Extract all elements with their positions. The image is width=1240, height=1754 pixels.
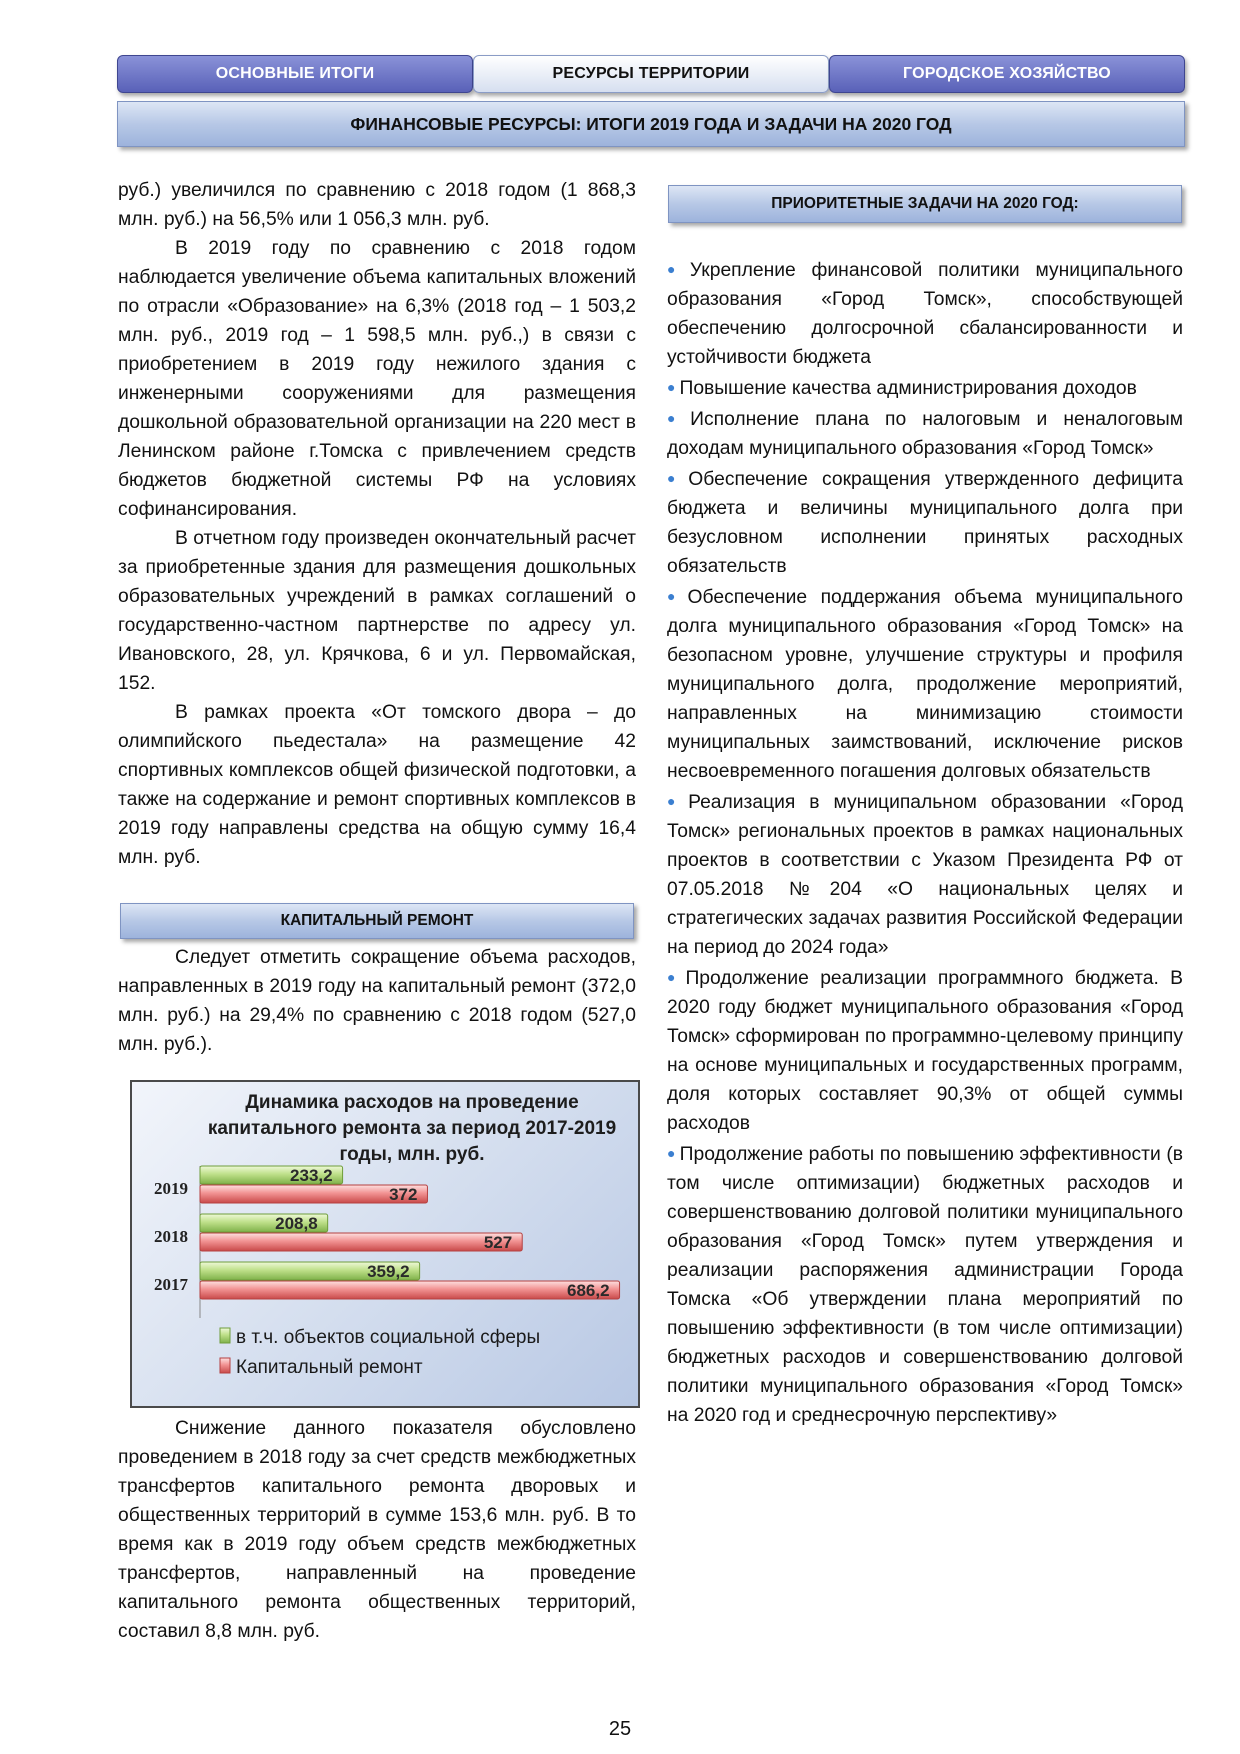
legend-swatch	[220, 1328, 230, 1343]
chart-legend	[220, 1327, 540, 1378]
data-label: 233,2	[290, 1166, 333, 1185]
bullet-icon: ●	[667, 410, 687, 426]
list-item: ● Продолжение работы по повышению эффективности (в том числе оптимизации) бюджетных расходов и совершенствованию долговой политики муниципального образования «Город Томск» путем утверждения и реализации распоряжения администрации Города Томска «Об утверждении плана мероприятий по повышению эффективности (в том числе оптимизации) бюджетных расходов и совершенствованию долговой политики муниципального образования «Город Томск» на 2020 год и среднесрочную перспективу»	[667, 1144, 1183, 1426]
bullet-icon: ●	[667, 969, 682, 985]
chart-svg	[132, 1082, 638, 1406]
paragraph: В отчетном году произведен окончательный расчет за приобретенные здания для размещения дошкольных образовательных учреждений в рамках соглашений о государственно-частном партнерстве по адресу ул. Ивановского, 28, ул. Крячкова, 6 и ул. Первомайская, 152.	[118, 528, 636, 694]
left-column-bottom	[118, 1414, 636, 1646]
page-title: ФИНАНСОВЫЕ РЕСУРСЫ: ИТОГИ 2019 ГОДА И ЗАДАЧИ НА 2020 ГОД	[350, 113, 952, 134]
left-column-top	[118, 176, 636, 872]
capital-repair-chart	[130, 1080, 640, 1408]
list-item: ● Продолжение реализации программного бюджета. В 2020 году бюджет муниципального образования «Город Томск» сформирован по программно-целевому принципу на основе муниципальных и государственных программ, доля которых составляет 90,3% от общей суммы расходов	[667, 968, 1183, 1134]
left-column-middle	[118, 943, 636, 1059]
chart-plot-area	[154, 1166, 620, 1318]
category-tick-label: 2017	[154, 1275, 188, 1294]
chart-title-line: годы, млн. руб.	[339, 1144, 485, 1165]
tab-territory-resources[interactable]: РЕСУРСЫ ТЕРРИТОРИИ	[473, 55, 829, 93]
paragraph: руб.) увеличился по сравнению с 2018 годом (1 868,3 млн. руб.) на 56,5% или 1 056,3 млн. руб.	[118, 180, 636, 230]
category-tick-label: 2019	[154, 1179, 188, 1198]
tab-city-economy[interactable]: ГОРОДСКОЕ ХОЗЯЙСТВО	[829, 55, 1185, 93]
heading-label: КАПИТАЛЬНЫЙ РЕМОНТ	[280, 912, 474, 929]
section-title-banner	[117, 101, 1185, 147]
bar-repair	[200, 1233, 522, 1251]
list-item: ● Обеспечение сокращения утвержденного дефицита бюджета и величины муниципального долга при безусловном исполнении принятых расходных обязательств	[667, 469, 1183, 577]
paragraph: Следует отметить сокращение объема расходов, направленных в 2019 году на капитальный ремонт (372,0 млн. руб.) на 29,4% по сравнению с 2018 годом (527,0 млн. руб.).	[118, 947, 636, 1055]
right-column	[667, 255, 1183, 1431]
bullet-icon: ●	[667, 261, 686, 277]
paragraph: В 2019 году по сравнению с 2018 годом наблюдается увеличение объема капитальных вложений по отрасли «Образование» на 6,3% (2018 год – 1 503,2 млн. руб., 2019 год – 1 598,5 млн. руб.,) в связи с приобретением в 2019 году нежилого здания с инженерными сооружениями для размещения дошкольной образовательной организации на 220 мест в Ленинском районе г.Томска с привлечением средств бюджетов бюджетной системы РФ на условиях софинансирования.	[118, 238, 636, 520]
list-item: ● Обеспечение поддержания объема муниципального долга муниципального образования «Город Томск» на безопасном уровне, улучшение структуры и профиля муниципального долга, продолжение мероприятий, направленных на минимизацию стоимости муниципальных заимствований, исключение рисков несвоевременного погашения долговых обязательств	[667, 587, 1183, 782]
chart-title-line: Динамика расходов на проведение	[245, 1092, 579, 1113]
chart-title	[208, 1092, 616, 1165]
data-label: 359,2	[367, 1262, 410, 1281]
bar-repair	[200, 1281, 620, 1299]
legend-label: Капитальный ремонт	[236, 1357, 423, 1378]
data-label: 372	[389, 1185, 418, 1204]
chart-title-line: капитального ремонта за период 2017-2019	[207, 1118, 617, 1139]
category-tick-label: 2018	[154, 1227, 188, 1246]
list-item: ● Укрепление финансовой политики муниципального образования «Город Томск», способствующей обеспечению долгосрочной сбалансированности и устойчивости бюджета	[667, 260, 1183, 368]
bullet-icon: ●	[667, 470, 685, 486]
priority-tasks-heading	[668, 185, 1182, 223]
page-number: 25	[608, 1718, 632, 1740]
list-item: ● Повышение качества администрирования доходов	[667, 378, 1137, 399]
bullet-icon: ●	[667, 588, 684, 604]
legend-swatch	[220, 1358, 230, 1373]
tab-main-results[interactable]: ОСНОВНЫЕ ИТОГИ	[117, 55, 473, 93]
list-item: ● Исполнение плана по налоговым и неналоговым доходам муниципального образования «Город Томск»	[667, 409, 1183, 459]
list-item: ● Реализация в муниципальном образовании «Город Томск» региональных проектов в рамках национальных проектов в соответствии с Указом Президента РФ от 07.05.2018 №204 «О национальных целях и стратегических задачах развития Российской Федерации на период до 2024 года»	[667, 792, 1183, 958]
data-label: 527	[483, 1233, 513, 1252]
paragraph: В рамках проекта «От томского двора – до олимпийского пьедестала» на размещение 42 спортивных комплексов общей физической подготовки, а также на содержание и ремонт спортивных комплексов в 2019 году направлены средства на общую сумму 16,4 млн. руб.	[118, 702, 636, 868]
priority-task-list	[667, 255, 1183, 1430]
capital-repair-heading	[120, 903, 634, 939]
paragraph: Снижение данного показателя обусловлено проведением в 2018 году за счет средств межбюджетных трансфертов капитального ремонта дворовых и общественных территорий в сумме 153,6 млн. руб. В то время как в 2019 году объем средств межбюджетных трансфертов, направленный на проведение капитального ремонта общественных территорий, составил 8,8 млн. руб.	[118, 1418, 636, 1642]
legend-label: в т.ч. объектов социальной сферы	[236, 1327, 541, 1348]
heading-label: ПРИОРИТЕТНЫЕ ЗАДАЧИ НА 2020 ГОД:	[771, 195, 1079, 212]
bullet-icon: ●	[667, 793, 685, 809]
bullet-icon: ●	[667, 379, 676, 395]
bullet-icon: ●	[667, 1145, 676, 1161]
data-label: 686,2	[567, 1281, 610, 1300]
data-label: 208,8	[275, 1214, 318, 1233]
